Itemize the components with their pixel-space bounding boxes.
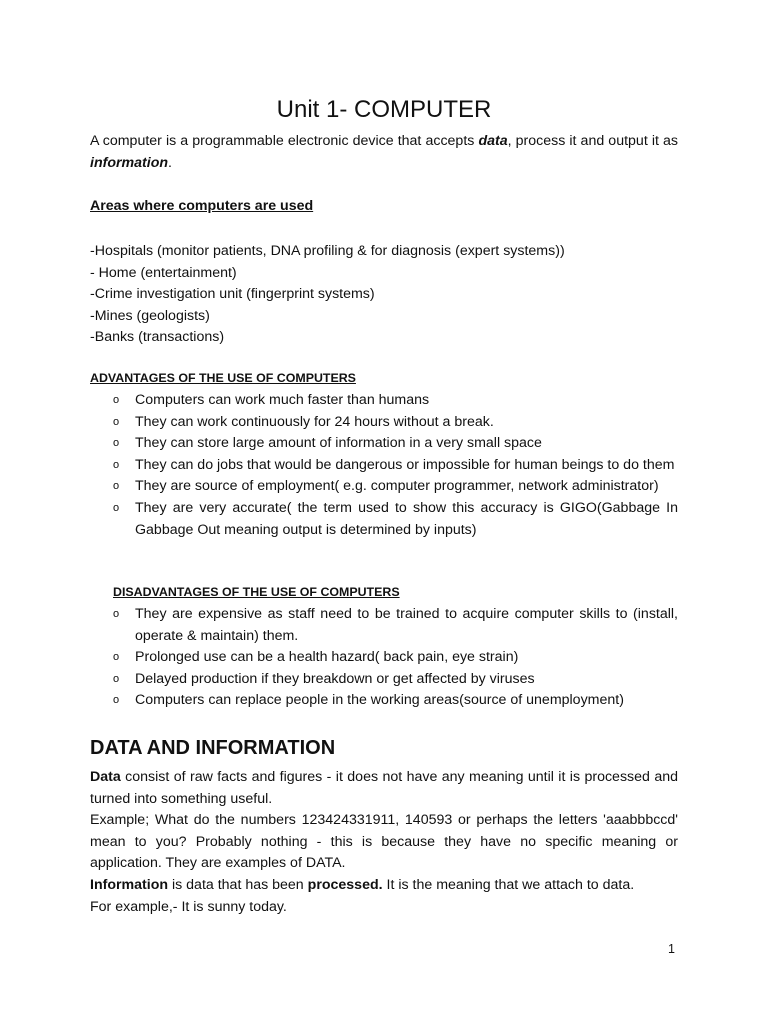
list-item-text: They are source of employment( e.g. computer programmer, network administrator) [135,478,659,495]
advantages-heading: ADVANTAGES OF THE USE OF COMPUTERS [90,371,356,385]
list-item [90,647,678,669]
bullet-icon: o [113,437,120,450]
areas-list [90,241,678,349]
areas-item: -Crime investigation unit (fingerprint systems) [90,286,375,303]
list-item-text: They are expensive as staff need to be trained to acquire computer skills to (install, operate & maintain) them. [135,606,678,644]
list-item-text: Delayed production if they breakdown or get affected by viruses [135,670,535,687]
data-definition [90,767,678,810]
bullet-icon: o [113,458,120,471]
list-item [90,390,678,412]
list-item [90,690,678,712]
information-text-2: It is the meaning that we attach to data. [382,876,635,893]
list-item-text: They can store large amount of information in a very small space [135,435,542,452]
data-term: Data [90,769,121,785]
intro-information-word: information [90,154,169,171]
intro-text-2: , process it and output it as [507,133,678,149]
areas-item: - Home (entertainment) [90,264,237,281]
bullet-icon: o [113,415,120,428]
information-term: Information [90,876,169,893]
data-information-body [90,767,678,918]
list-item [90,455,678,477]
list-item [90,604,678,647]
processed-term: processed. [307,876,383,893]
bullet-icon: o [113,394,120,406]
list-item [90,412,678,434]
disadvantages-list [90,604,678,712]
intro-data-word: data [478,133,508,149]
areas-heading: Areas where computers are used [90,198,314,214]
list-item-text: They are very accurate( the term used to show this accuracy is GIGO(Gabbage In Gabbage Out meaning output is determined by inputs) [135,499,678,538]
list-item [90,433,678,455]
areas-item: -Mines (geologists) [90,307,210,324]
data-definition-text: consist of raw facts and figures - it does not have any meaning until it is processed and turned into something useful. [90,769,678,807]
bullet-icon: o [113,608,120,620]
areas-item: -Banks (transactions) [90,329,225,346]
bullet-icon: o [113,501,120,514]
information-text-1: is data that has been [168,876,308,893]
page-title: Unit 1- COMPUTER [276,96,492,123]
list-item-text: Prolonged use can be a health hazard( back pain, eye strain) [135,649,519,666]
information-definition [90,875,678,897]
list-item-text: Computers can work much faster than humans [135,392,430,408]
areas-item: -Hospitals (monitor patients, DNA profiling & for diagnosis (expert systems)) [90,243,565,259]
data-example: Example; What do the numbers 123424331911, 140593 or perhaps the letters 'aaabbbccd' mean to you? Probably nothing - this is because they have no specific meaning or application. They are examples of DATA. [90,812,678,872]
bullet-icon: o [113,694,120,707]
list-item [90,669,678,691]
list-item [90,498,678,541]
data-information-heading: DATA AND INFORMATION [90,737,336,759]
list-item-text: Computers can replace people in the working areas(source of unemployment) [135,692,624,709]
intro-text-3: . [168,154,172,171]
page-number: 1 [668,942,675,956]
information-example: For example,- It is sunny today. [90,898,287,915]
intro-text-1: A computer is a programmable electronic device that accepts [90,133,479,149]
bullet-icon: o [113,672,120,685]
intro-paragraph [90,131,678,174]
list-item-text: They can work continuously for 24 hours without a break. [135,413,494,430]
disadvantages-heading: DISADVANTAGES OF THE USE OF COMPUTERS [113,585,400,599]
bullet-icon: o [113,480,120,493]
list-item [90,476,678,498]
advantages-list [90,390,678,541]
bullet-icon: o [113,651,120,664]
list-item-text: They can do jobs that would be dangerous or impossible for human beings to do them [135,456,675,473]
